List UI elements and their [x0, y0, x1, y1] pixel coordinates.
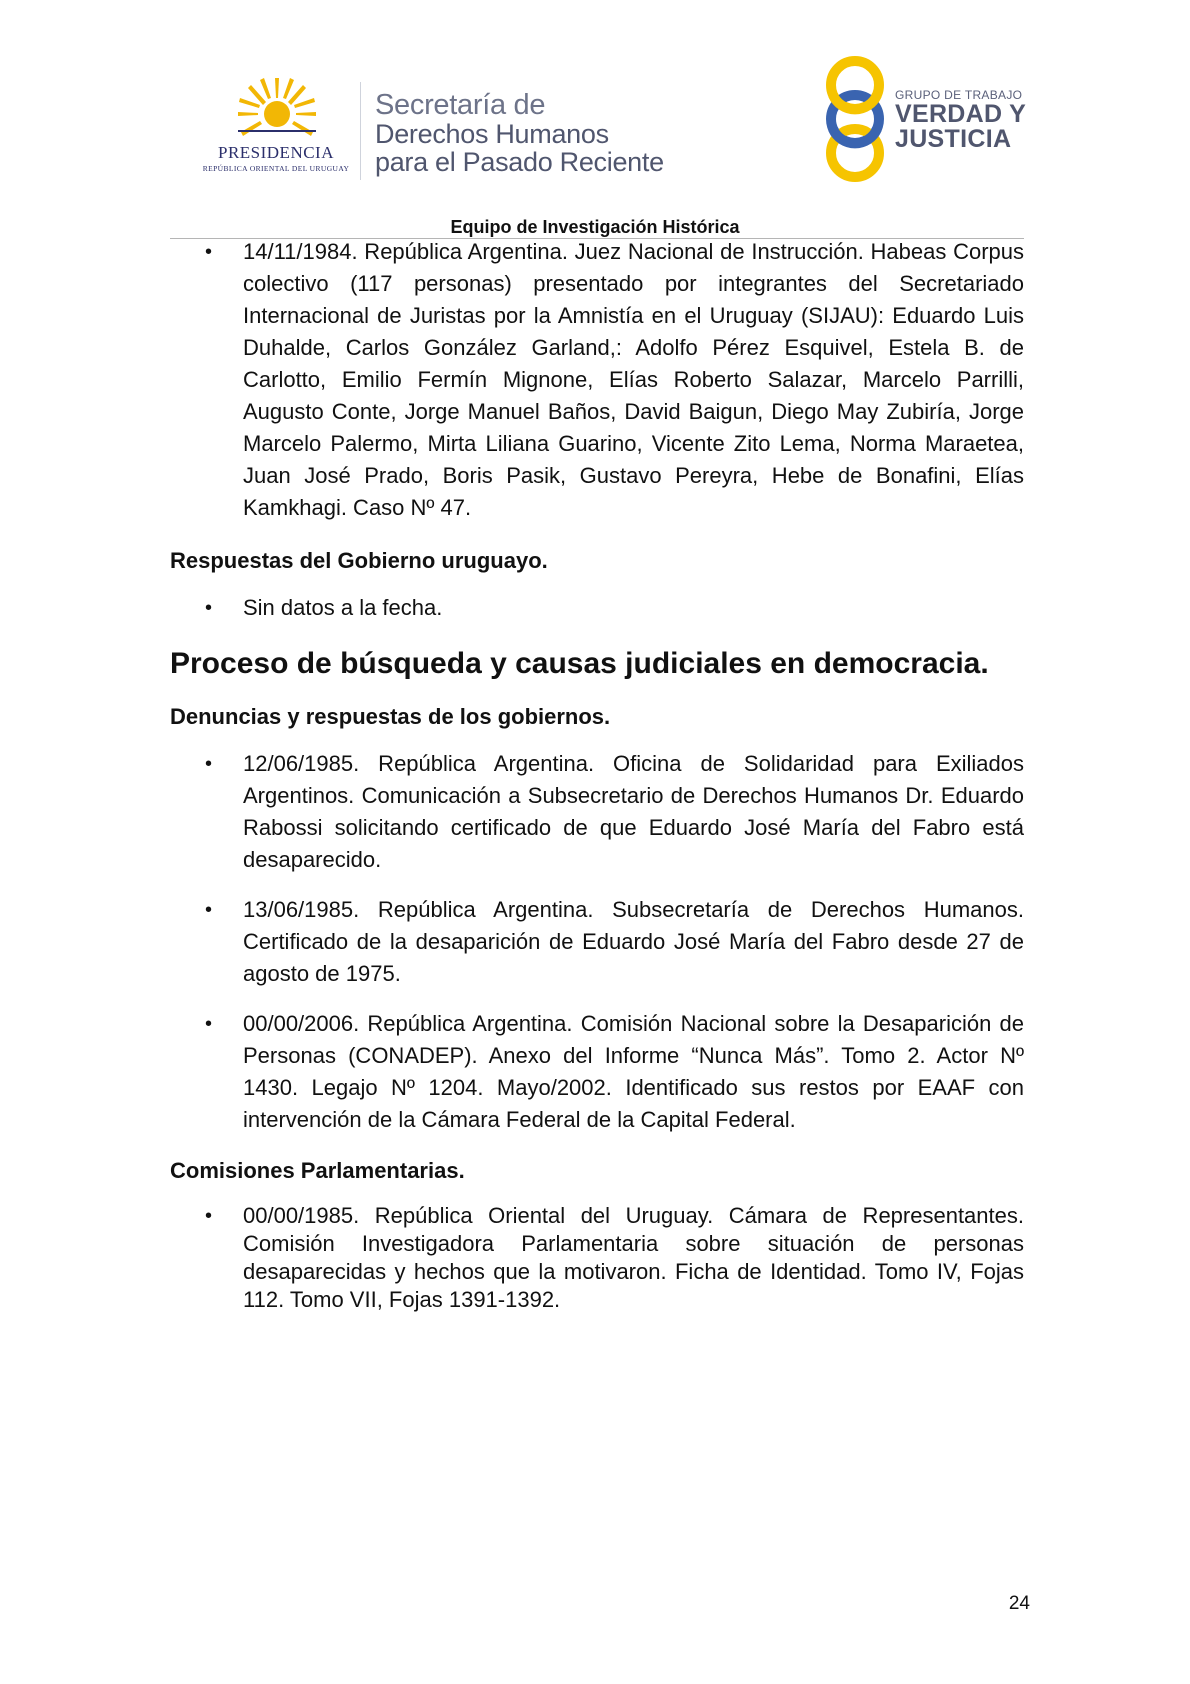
- list-item-text: 00/00/1985. República Oriental del Uruguay. Cámara de Representantes. Comisión Investigadora Parlamentaria sobre situación de personas desaparecidas y hechos que la motivaron. Ficha de Identidad. Tomo IV, Fojas 112. Tomo VII, Fojas 1391-1392.: [243, 1203, 1024, 1312]
- secretaria-logo-text: [375, 90, 715, 176]
- list-item-text: 14/11/1984. República Argentina. Juez Nacional de Instrucción. Habeas Corpus colectivo (117 personas) presentado por integrantes del Secretariado Internacional de Juristas por la Amnistía en el Uruguay (SIJAU): Eduardo Luis Duhalde, Carlos González Garland,: Adolfo Pérez Esquivel, Estela B. de Carlotto, Emilio Fermín Mignone, Elías Roberto Salazar, Marcelo Parrilli, Augusto Conte, Jorge Manuel Baños, David Baigun, Diego May Zubiría, Jorge Marcelo Palermo, Mirta Liliana Guarino, Vicente Zito Lema, Norma Maraetea, Juan José Prado, Boris Pasik, Gustavo Pereyra, Hebe de Bonafini, Elías Kamkhagi. Caso Nº 47.: [243, 239, 1024, 520]
- bullet: •: [205, 597, 213, 619]
- bullet: •: [205, 899, 213, 921]
- list-item: [170, 592, 1024, 624]
- respuestas-list: [170, 592, 1024, 624]
- bullet: •: [205, 753, 213, 775]
- interlocking-rings-icon: [820, 55, 890, 183]
- secretaria-line-2: Derechos Humanos: [375, 119, 609, 149]
- section-title: Proceso de búsqueda y causas judiciales en democracia.: [170, 647, 989, 680]
- grupo-title: [895, 102, 1026, 152]
- sun-icon: [238, 78, 316, 142]
- list-item: [170, 1202, 1024, 1314]
- logo-divider: [360, 82, 361, 180]
- team-title: Equipo de Investigación Histórica: [450, 217, 740, 237]
- secretaria-line-3: para el Pasado Reciente: [375, 147, 664, 177]
- bullet: •: [205, 1205, 213, 1227]
- page-header: [0, 0, 1190, 237]
- presidencia-name: PRESIDENCIA: [217, 143, 334, 162]
- presidencia-subtitle: REPÚBLICA ORIENTAL DEL URUGUAY: [202, 164, 350, 173]
- bullet: •: [205, 241, 213, 263]
- respuestas-heading: Respuestas del Gobierno uruguayo.: [170, 548, 548, 573]
- list-item: [170, 1008, 1024, 1136]
- document-body: [170, 236, 1024, 1314]
- grupo-small-label: GRUPO DE TRABAJO: [895, 88, 1023, 102]
- comisiones-heading: Comisiones Parlamentarias.: [170, 1158, 465, 1183]
- list-item: [170, 748, 1024, 876]
- intro-list: [170, 236, 1024, 524]
- grupo-title-line-1: VERDAD Y: [895, 100, 1027, 128]
- list-item-text: 00/00/2006. República Argentina. Comisión Nacional sobre la Desaparición de Personas (CONADEP). Anexo del Informe “Nunca Más”. Tomo 2. Actor Nº 1430. Legajo Nº 1204. Mayo/2002. Identificado sus restos por EAAF con intervención de la Cámara Federal de la Capital Federal.: [243, 1011, 1024, 1132]
- list-item-text: 13/06/1985. República Argentina. Subsecretaría de Derechos Humanos. Certificado de la desaparición de Eduardo José María del Fabro desde 27 de agosto de 1975.: [243, 897, 1024, 986]
- list-item: [170, 236, 1024, 524]
- list-item: [170, 894, 1024, 990]
- bullet: •: [205, 1013, 213, 1035]
- secretaria-line-1: Secretaría de: [375, 89, 546, 121]
- denuncias-list: [170, 748, 1024, 1136]
- denuncias-heading: Denuncias y respuestas de los gobiernos.: [170, 704, 611, 729]
- comisiones-list: [170, 1202, 1024, 1314]
- list-item-text: 12/06/1985. República Argentina. Oficina de Solidaridad para Exiliados Argentinos. Comunicación a Subsecretario de Derechos Humanos Dr. Eduardo Rabossi solicitando certificado de que Eduardo José María del Fabro está desaparecido.: [243, 751, 1024, 872]
- page-number: 24: [1008, 1593, 1030, 1614]
- grupo-verdad-justicia-logo: [820, 55, 1040, 185]
- grupo-title-line-2: JUSTICIA: [895, 125, 1012, 153]
- presidencia-logo: [196, 78, 356, 178]
- list-item-text: Sin datos a la fecha.: [243, 595, 443, 620]
